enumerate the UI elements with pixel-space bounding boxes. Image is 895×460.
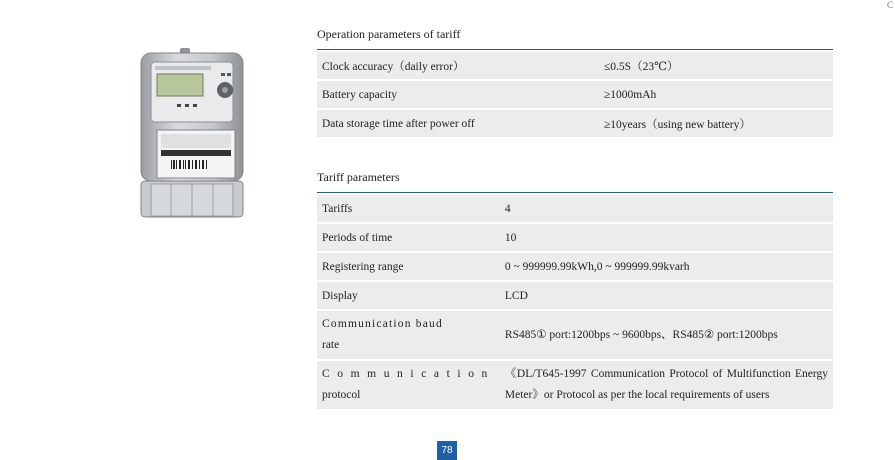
param-key: Tariffs bbox=[317, 195, 500, 222]
param-key-line: Communication baud bbox=[322, 318, 443, 330]
param-key: Registering range bbox=[317, 253, 500, 280]
corner-mark: C bbox=[886, 0, 893, 10]
table-row bbox=[317, 311, 833, 359]
param-value: 4 bbox=[500, 195, 833, 222]
param-key: Periods of time bbox=[317, 224, 500, 251]
tariff-parameters-table bbox=[317, 192, 833, 411]
param-key: Battery capacity bbox=[317, 81, 599, 108]
param-key: Display bbox=[317, 282, 500, 309]
param-value-line: Meter》or Protocol as per the local requirements of users bbox=[504, 389, 770, 401]
section-title-tariff: Tariff parameters bbox=[317, 170, 400, 184]
table-row bbox=[317, 253, 833, 280]
table-row bbox=[317, 282, 833, 309]
table-row bbox=[317, 110, 833, 137]
operation-parameters-table bbox=[317, 49, 833, 139]
energy-meter-image bbox=[137, 48, 247, 220]
param-key-line: protocol bbox=[322, 389, 361, 401]
table-row bbox=[317, 224, 833, 251]
table-row bbox=[317, 81, 833, 108]
param-key bbox=[317, 361, 500, 409]
param-value: ≤0.5S（23℃） bbox=[599, 52, 833, 79]
param-key: Data storage time after power off bbox=[317, 110, 599, 137]
page-number: 78 bbox=[437, 441, 457, 460]
param-value: ≥1000mAh bbox=[599, 81, 833, 108]
param-key: Clock accuracy（daily error） bbox=[317, 52, 599, 79]
param-value bbox=[500, 361, 833, 409]
param-key-line: Communication bbox=[322, 368, 495, 380]
param-key bbox=[317, 311, 500, 359]
table-row bbox=[317, 361, 833, 409]
param-value-line: 《DL/T645-1997 Communication Protocol of Multifunction Energy bbox=[504, 368, 828, 380]
param-key-line: rate bbox=[322, 339, 340, 351]
table-row bbox=[317, 195, 833, 222]
param-value: 10 bbox=[500, 224, 833, 251]
param-value: 0 ~ 999999.99kWh,0 ~ 999999.99kvarh bbox=[500, 253, 833, 280]
section-title-operation: Operation parameters of tariff bbox=[317, 27, 461, 41]
table-row bbox=[317, 52, 833, 79]
param-value: ≥10years（using new battery） bbox=[599, 110, 833, 137]
param-value: RS485① port:1200bps ~ 9600bps、RS485② port:1200bps bbox=[500, 311, 833, 359]
param-value: LCD bbox=[500, 282, 833, 309]
